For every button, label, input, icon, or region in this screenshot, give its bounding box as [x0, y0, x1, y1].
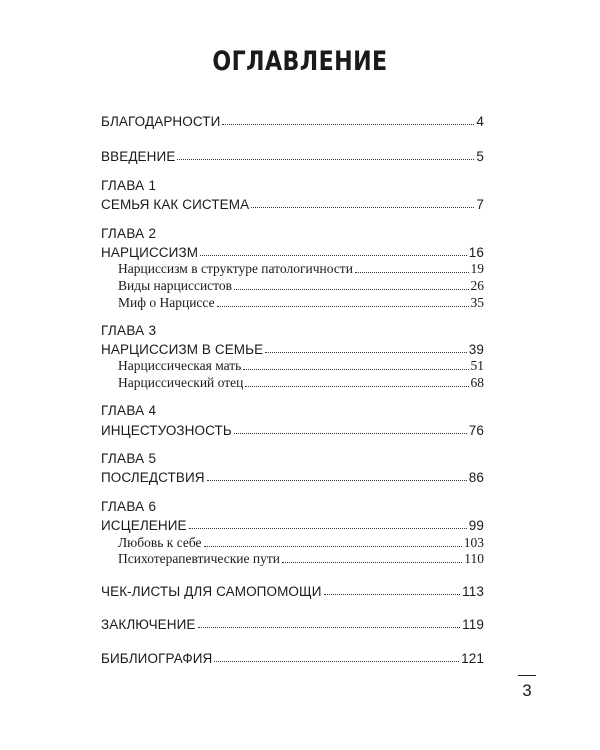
toc-entry-label: ЧЕК-ЛИСТЫ ДЛЯ САМОПОМОЩИ	[101, 584, 322, 599]
toc-subentry[interactable]	[118, 373, 484, 391]
dot-leader	[282, 561, 462, 563]
toc-entry-page: 5	[476, 149, 484, 164]
toc-entry-label: Любовь к себе	[118, 535, 202, 550]
toc-entry-chapter-5[interactable]	[101, 467, 484, 485]
toc-entry-page: 86	[468, 470, 484, 485]
toc-subentry[interactable]	[118, 293, 484, 311]
dot-leader	[243, 368, 468, 370]
toc-entry-page: 19	[470, 261, 484, 276]
dot-leader	[355, 271, 469, 273]
toc-entry-label: БИБЛИОГРАФИЯ	[101, 651, 213, 666]
page-title: ОГЛАВЛЕНИЕ	[212, 46, 388, 77]
dot-leader	[251, 206, 474, 208]
dot-leader	[214, 660, 459, 662]
toc-entry-page: 51	[470, 358, 484, 373]
toc-entry-page: 39	[468, 342, 484, 357]
dot-leader	[198, 626, 461, 628]
toc-entry-acknowledgements[interactable]	[101, 111, 484, 129]
toc-entry-conclusion[interactable]	[101, 614, 484, 632]
toc-entry-label: СЕМЬЯ КАК СИСТЕМА	[101, 197, 250, 212]
toc-entry-page: 99	[468, 518, 484, 533]
toc-entry-introduction[interactable]	[101, 146, 484, 164]
dot-leader	[189, 527, 467, 529]
toc-entry-page: 4	[476, 114, 484, 129]
dot-leader	[200, 254, 467, 256]
dot-leader	[245, 385, 468, 387]
toc-entry-page: 119	[462, 617, 484, 632]
page-number: 3	[522, 681, 532, 700]
chapter-label: ГЛАВА 5	[101, 451, 157, 466]
toc-entry-page: 110	[464, 551, 484, 566]
toc-entry-page: 7	[476, 197, 484, 212]
toc-entry-label: ВВЕДЕНИЕ	[101, 149, 176, 164]
dot-leader	[207, 479, 467, 481]
toc-entry-page: 68	[470, 375, 484, 390]
toc-entry-label: НАРЦИССИЗМ	[101, 245, 199, 260]
chapter-label: ГЛАВА 3	[101, 323, 157, 338]
toc-entry-chapter-3[interactable]	[101, 339, 484, 357]
toc-entry-checklists[interactable]	[101, 581, 484, 599]
toc-entry-chapter-6[interactable]	[101, 515, 484, 533]
dot-leader	[177, 158, 474, 160]
dot-leader	[265, 351, 467, 353]
toc-entry-page: 35	[470, 295, 484, 310]
toc-entry-label: Нарциссический отец	[118, 375, 244, 390]
toc-entry-label: ПОСЛЕДСТВИЯ	[101, 470, 205, 485]
toc-entry-bibliography[interactable]	[101, 648, 484, 666]
toc-entry-label: ИНЦЕСТУОЗНОСТЬ	[101, 423, 232, 438]
toc-subentry[interactable]	[118, 276, 484, 294]
toc-entry-label: Нарциссическая мать	[118, 358, 242, 373]
toc-entry-label: НАРЦИССИЗМ В СЕМЬЕ	[101, 342, 264, 357]
toc-subentry[interactable]	[118, 259, 484, 277]
dot-leader	[324, 593, 461, 595]
toc-entry-label: Виды нарциссистов	[118, 278, 233, 293]
chapter-label: ГЛАВА 6	[101, 499, 157, 514]
toc-subentry[interactable]	[118, 549, 484, 567]
toc-entry-label: Миф о Нарциссе	[118, 295, 215, 310]
toc-entry-label: ЗАКЛЮЧЕНИЕ	[101, 617, 196, 632]
dot-leader	[234, 288, 468, 290]
toc-entry-page: 103	[463, 535, 484, 550]
toc-entry-chapter-1[interactable]	[101, 194, 484, 212]
toc-entry-label: ИСЦЕЛЕНИЕ	[101, 518, 187, 533]
chapter-label: ГЛАВА 4	[101, 403, 157, 418]
toc-entry-chapter-2[interactable]	[101, 242, 484, 260]
dot-leader	[234, 432, 467, 434]
toc-entry-page: 26	[470, 278, 484, 293]
toc-entry-label: Нарциссизм в структуре патологичности	[118, 261, 353, 276]
chapter-label: ГЛАВА 1	[101, 178, 157, 193]
chapter-label: ГЛАВА 2	[101, 226, 157, 241]
toc-entry-page: 16	[468, 245, 484, 260]
toc-entry-page: 121	[461, 651, 484, 666]
toc-subentry[interactable]	[118, 356, 484, 374]
toc-entry-chapter-4[interactable]	[101, 420, 484, 438]
toc-entry-page: 76	[468, 423, 484, 438]
toc-entry-page: 113	[462, 584, 484, 599]
toc-entry-label: БЛАГОДАРНОСТИ	[101, 114, 221, 129]
dot-leader	[222, 123, 474, 125]
dot-leader	[217, 305, 469, 307]
page-number-rule	[518, 675, 536, 676]
toc-entry-label: Психотерапевтические пути	[118, 551, 280, 566]
dot-leader	[204, 545, 462, 547]
